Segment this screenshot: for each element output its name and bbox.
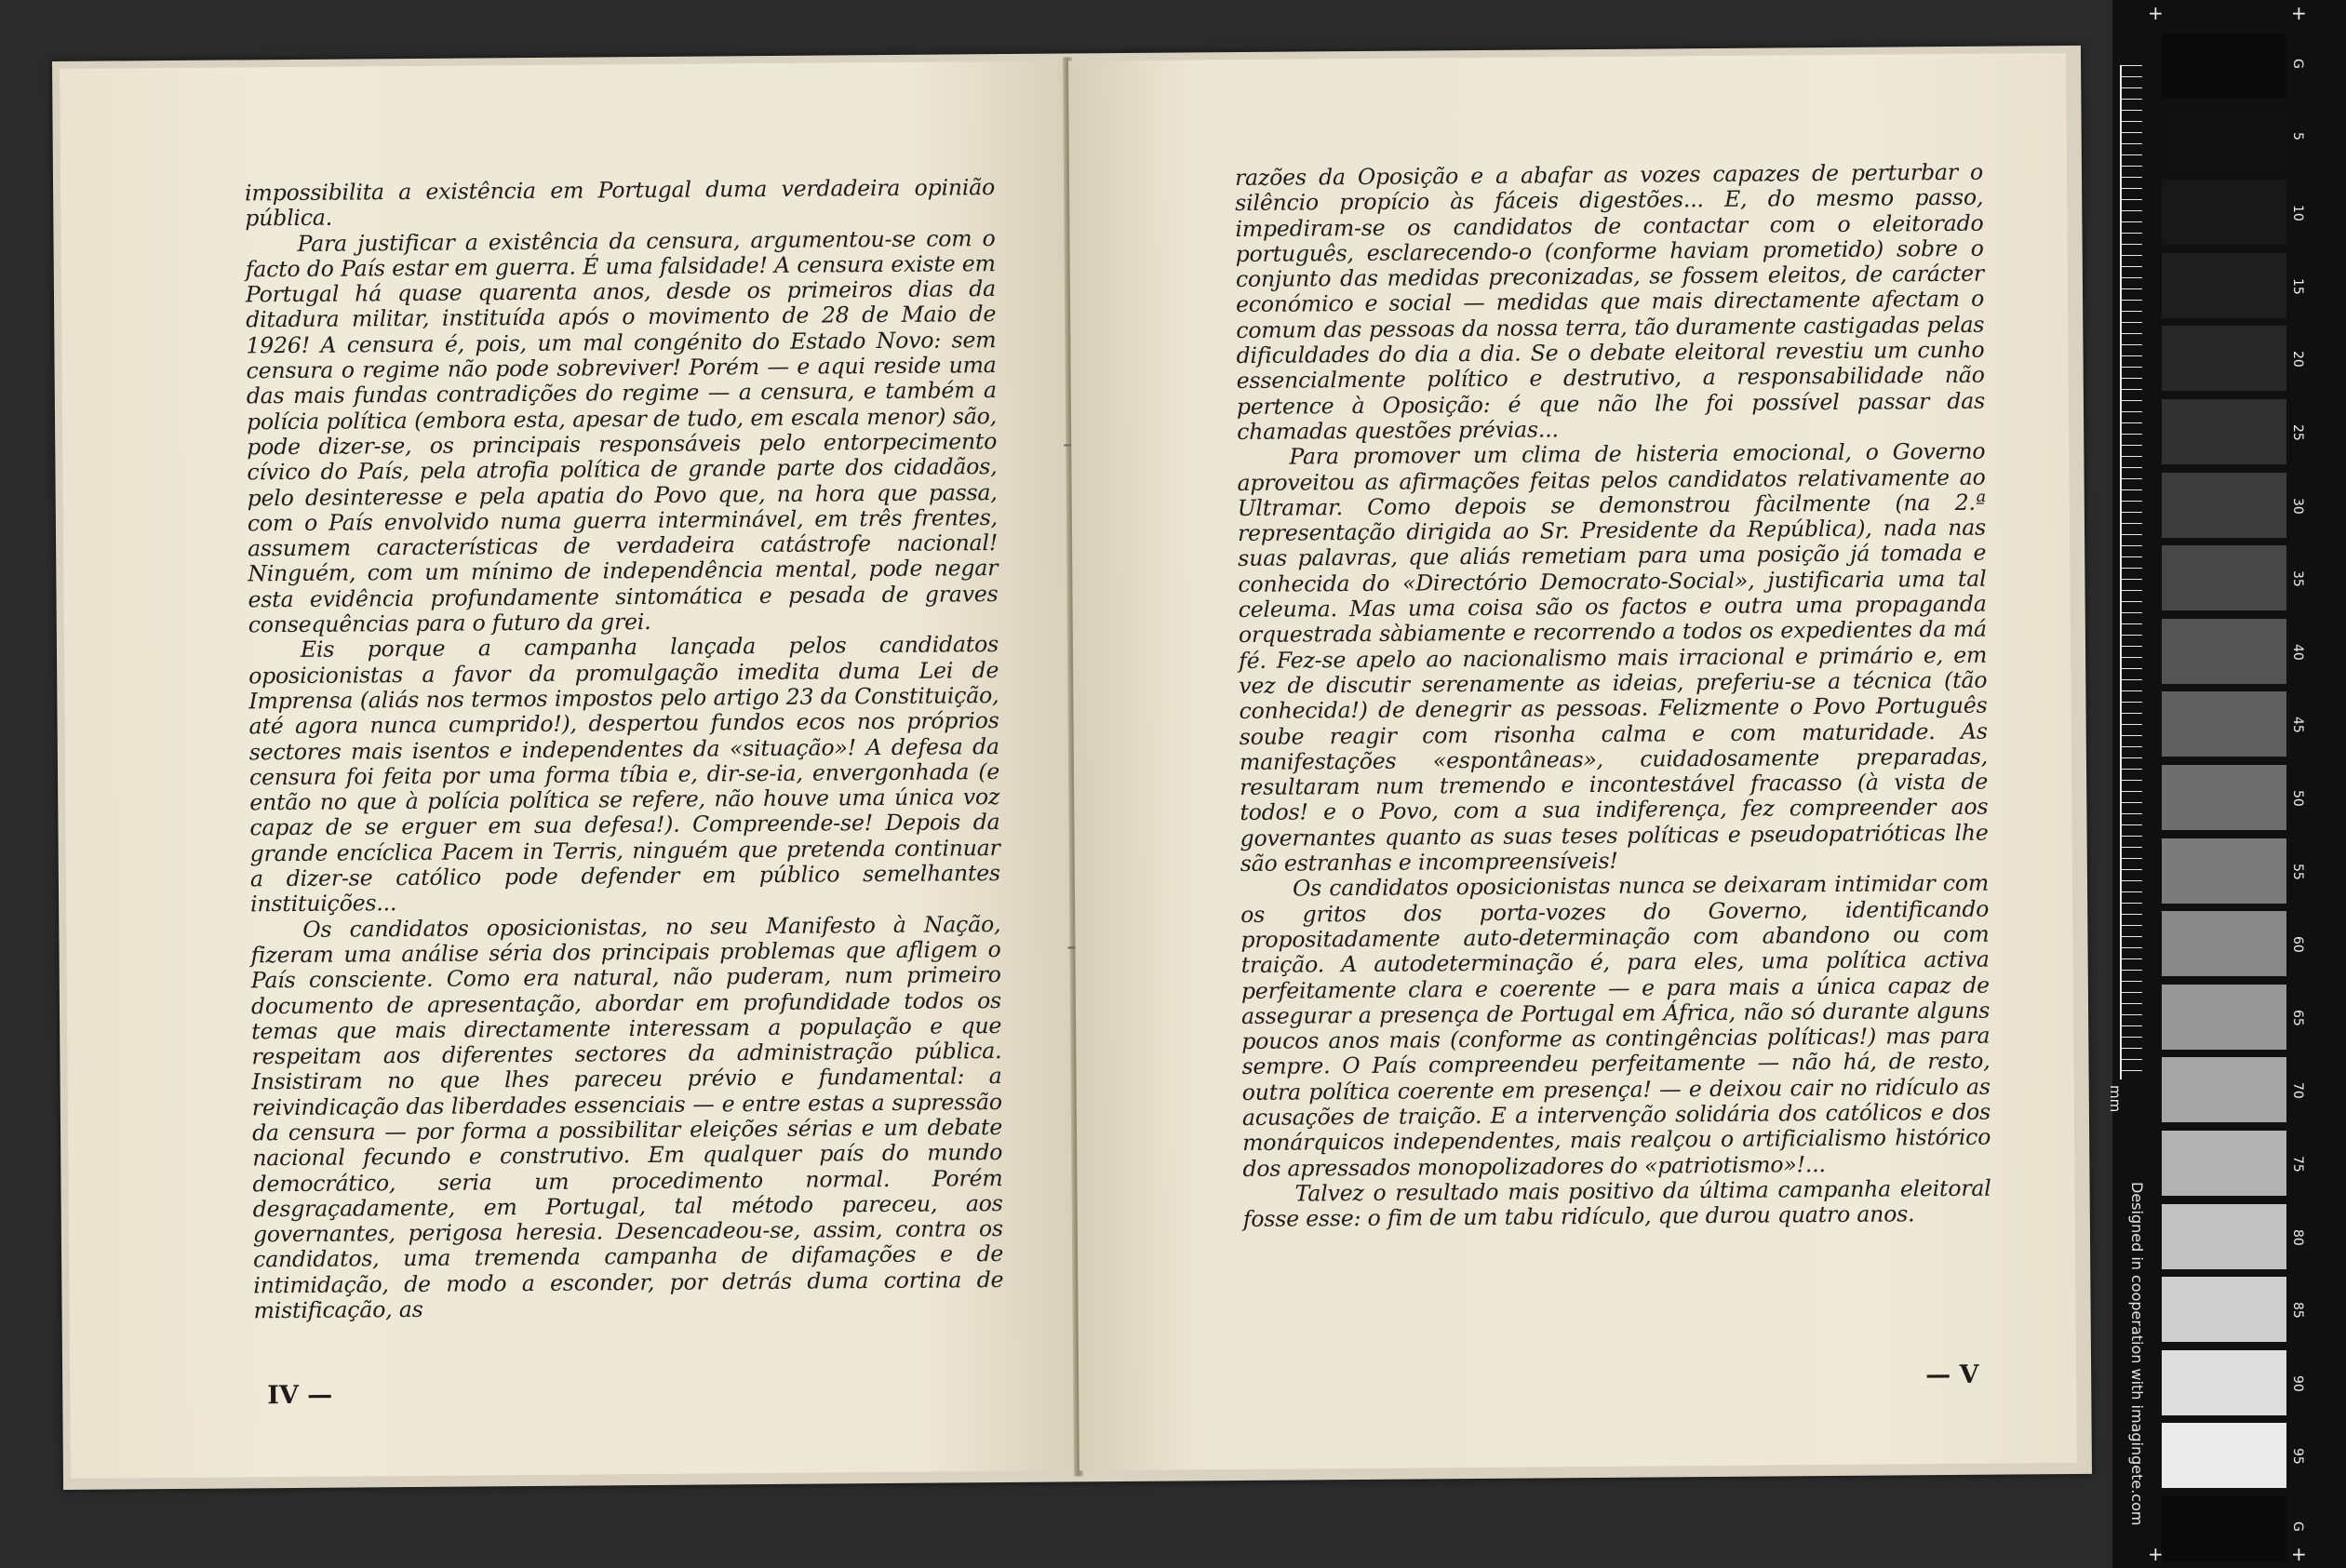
grey-patch — [2162, 107, 2286, 172]
grey-patch — [2162, 34, 2286, 99]
grey-patch-label: 5 — [2290, 131, 2305, 141]
paragraph: Os candidatos oposicionistas, no seu Manifesto à Nação, fizeram uma análise séria dos principais problemas que afligem o País consciente. Como era natural, não puderam, num primeiro documento de apresentação, abordar em profundidade todos os temas que mais directamente interessam a população e que respeitam aos diferentes sectores da administração pública. Insistiram no que lhes pareceu prévio e fundamental: a reivindicação das liberdades essenciais — e entre estas a supressão da censura — por forma a possibilitar eleições sérias e um debate nacional fecundo e construtivo. Em qualquer país do mundo democrático, seria um procedimento normal. Porém desgraçadamente, em Portugal, tal método pareceu, aos governantes, perigosa heresia. Desencadeou-se, assim, contra os candidatos, uma tremenda campanha de difamações e de intimidação, de modo a esconder, por detrás duma cortina de mistificação, as — [250, 910, 1004, 1324]
grey-patch-label: 45 — [2290, 717, 2305, 734]
color-card-credit: Designed in cooperation with imagingete.com — [2128, 1182, 2146, 1526]
grey-patch — [2162, 473, 2286, 538]
grey-patch-label: 25 — [2290, 424, 2305, 441]
grey-patch-label: 20 — [2290, 351, 2305, 369]
paragraph: Os candidatos oposicionistas nunca se deixaram intimidar com os gritos dos porta-vozes do Governo, identificando propositadamente auto-determinação com abandono ou com traição. A autodeterminação é, para eles, uma política activa perfeitamente clara e coerente — e para mais a única capaz de assegurar a presença de Portugal em África, não só durante alguns poucos anos mais (conforme as contingências políticas!) mas para sempre. O País compreendeu perfeitamente — não há, de resto, outra política coerente em presença! — e deixou cair no ridículo as acusações de traição. E a intervenção solidária dos católicos e dos monárquicos independentes, mais realçou o artificialismo histórico dos apressados monopolizadores do «patriotismo»!... — [1240, 869, 1991, 1182]
grey-patch — [2162, 838, 2286, 904]
registration-mark-icon: + — [2148, 2, 2164, 24]
grey-patch — [2162, 1131, 2286, 1196]
grey-patch — [2162, 619, 2286, 684]
mm-ruler — [2120, 65, 2142, 1079]
grey-patch-label: 15 — [2290, 277, 2305, 295]
paragraph: Para justificar a existência da censura, argumentou-se com o facto do País estar em guerra. É uma falsidade! A censura existe em Portugal há quase quarenta anos, desde os primeiros dias da ditadura militar, instituída após o movimento de 28 de Maio de 1926! A censura é, pois, um mal congénito do Estado Novo: sem censura o regime não pode sobreviver! Porém — e aqui reside uma das mais fundas contradições do regime — a censura, e também a polícia política (embora esta, apesar de tudo, em escala menor) são, pode dizer-se, os principais responsáveis pelo entorpecimento cívico do País, pela atrofia política de grande parte dos cidadãos, pelo desinteresse e pela apatia do Povo que, na hora que passa, com o País envolvido numa guerra interminável, em três frentes, assumem características de verdadeira catástrofe nacional! Ninguém, com um mínimo de independência mental, pode negar esta evidência profundamente sintomática e pesada de graves consequências para o futuro da grei. — [245, 224, 999, 638]
ruler-unit-label: mm — [2107, 1085, 2124, 1113]
grey-patch-label: 80 — [2290, 1228, 2305, 1246]
paragraph: Eis porque a campanha lançada pelos candidatos oposicionistas a favor da promulgação imedita duma Lei de Imprensa (aliás nos termos impostos pelo artigo 23 da Constituição, até agora nunca cumprido!), despertou fundos ecos nos próprios sectores mais isentos e independentes da «situação»! A defesa da censura foi feita por uma forma tíbia e, dir-se-ia, envergonhada (e então no que à polícia política se refere, não houve uma única voz capaz de se erguer em sua defesa!). Compreende-se! Depois da grande encíclica Pacem in Terris, ninguém que pretenda continuar a dizer-se católico pode defender em público semelhantes instituições... — [248, 631, 1000, 918]
grey-patch — [2162, 545, 2286, 610]
grey-patch-label: 90 — [2290, 1374, 2305, 1392]
grey-patch — [2162, 691, 2286, 757]
grey-patch — [2162, 253, 2286, 318]
grey-patch-label: 60 — [2290, 936, 2305, 954]
grey-patch — [2162, 1423, 2286, 1488]
grey-patch-label: 85 — [2290, 1302, 2305, 1320]
right-page — [1068, 53, 2077, 1470]
grey-patch — [2162, 911, 2286, 976]
registration-mark-icon: + — [2291, 1543, 2307, 1565]
left-page-text — [245, 175, 1004, 1324]
grey-patch-label: G — [2290, 1521, 2305, 1532]
grey-patch-label: 10 — [2290, 205, 2305, 222]
grey-patch — [2162, 1350, 2286, 1415]
paragraph: Talvez o resultado mais positivo da última campanha eleitoral fosse esse: o fim de um tabu ridículo, que durou quatro anos. — [1242, 1174, 1991, 1233]
grey-patch-label: 95 — [2290, 1448, 2305, 1466]
paragraph: impossibilita a existência em Portugal duma verdadeira opinião pública. — [245, 174, 996, 232]
registration-mark-icon: + — [2291, 2, 2307, 24]
grey-patch — [2162, 399, 2286, 464]
registration-mark-icon: + — [2148, 1543, 2164, 1565]
grey-patch-label: 55 — [2290, 863, 2305, 880]
grey-patch-label: 50 — [2290, 790, 2305, 807]
grey-patch — [2162, 326, 2286, 391]
grey-patch-label: 40 — [2290, 643, 2305, 661]
grey-patch-label: 30 — [2290, 497, 2305, 515]
grey-patch-label: 70 — [2290, 1082, 2305, 1100]
grey-patch — [2162, 1204, 2286, 1269]
grey-patch — [2162, 180, 2286, 245]
page-number-right: — V — [1925, 1360, 1979, 1390]
paragraph: razões da Oposição e a abafar as vozes capazes de perturbar o silêncio propício às fáceis digestões... E, do mesmo passo, impediram-se os candidatos de contactar com o eleitorado português, esclarecendo-o (conforme haviam prometido) sobre o conjunto das medidas preconizadas, se fossem eleitos, de carácter económico e social — medidas que mais directamente afectam o comum das pessoas da nossa terra, tão duramente castigadas pelas dificuldades do dia a dia. Se o debate eleitoral revestiu um cunho essencialmente político e destrutivo, a responsabilidade não pertence à Oposição: é que não lhe foi possível passar das chamadas questões prévias... — [1234, 158, 1986, 445]
right-page-text — [1235, 160, 1991, 1233]
grey-patch — [2162, 985, 2286, 1050]
open-book — [52, 46, 2092, 1490]
grey-patch — [2162, 765, 2286, 830]
left-page — [60, 60, 1076, 1478]
grey-patch — [2162, 1277, 2286, 1342]
grey-patch-label: 65 — [2290, 1009, 2305, 1026]
grey-patch — [2162, 1057, 2286, 1122]
grey-patch-label: 75 — [2290, 1156, 2305, 1173]
paragraph: Para promover um clima de histeria emocional, o Governo aproveitou as afirmações feitas pelos candidatos relativamente ao Ultramar. Como depois se demonstrou fàcilmente (na 2.ª representação dirigida ao Sr. Presidente da República), nada nas suas palavras, que aliás remetiam para uma posição já tomada e conhecida do «Directório Democrato-Social», justificaria uma tal celeuma. Mas uma coisa são os factos e outra uma propaganda orquestrada sàbiamente e recorrendo a todos os expedientes da má fé. Fez-se apelo ao nacionalismo mais irracional e primário e, em vez de discutir serenamente as ideias, preferiu-se a técnica (tão conhecida!) de denegrir as pessoas. Felizmente o Povo Português soube reagir com risonha calma e com maturidade. As manifestações «espontâneas», cuidadosamente preparadas, resultaram num tremendo e incontestável fracasso (à vista de todos! e o Povo, com a sua indiferença, fez compreender aos governantes quanto as suas teses políticas e pseudopatrióticas lhe são estranhas e incompreensíveis! — [1237, 437, 1989, 878]
page-number-left: IV — — [267, 1380, 333, 1411]
grey-patch-label: G — [2290, 59, 2305, 69]
grey-patch — [2162, 1496, 2286, 1561]
grey-patch-label: 35 — [2290, 570, 2305, 588]
